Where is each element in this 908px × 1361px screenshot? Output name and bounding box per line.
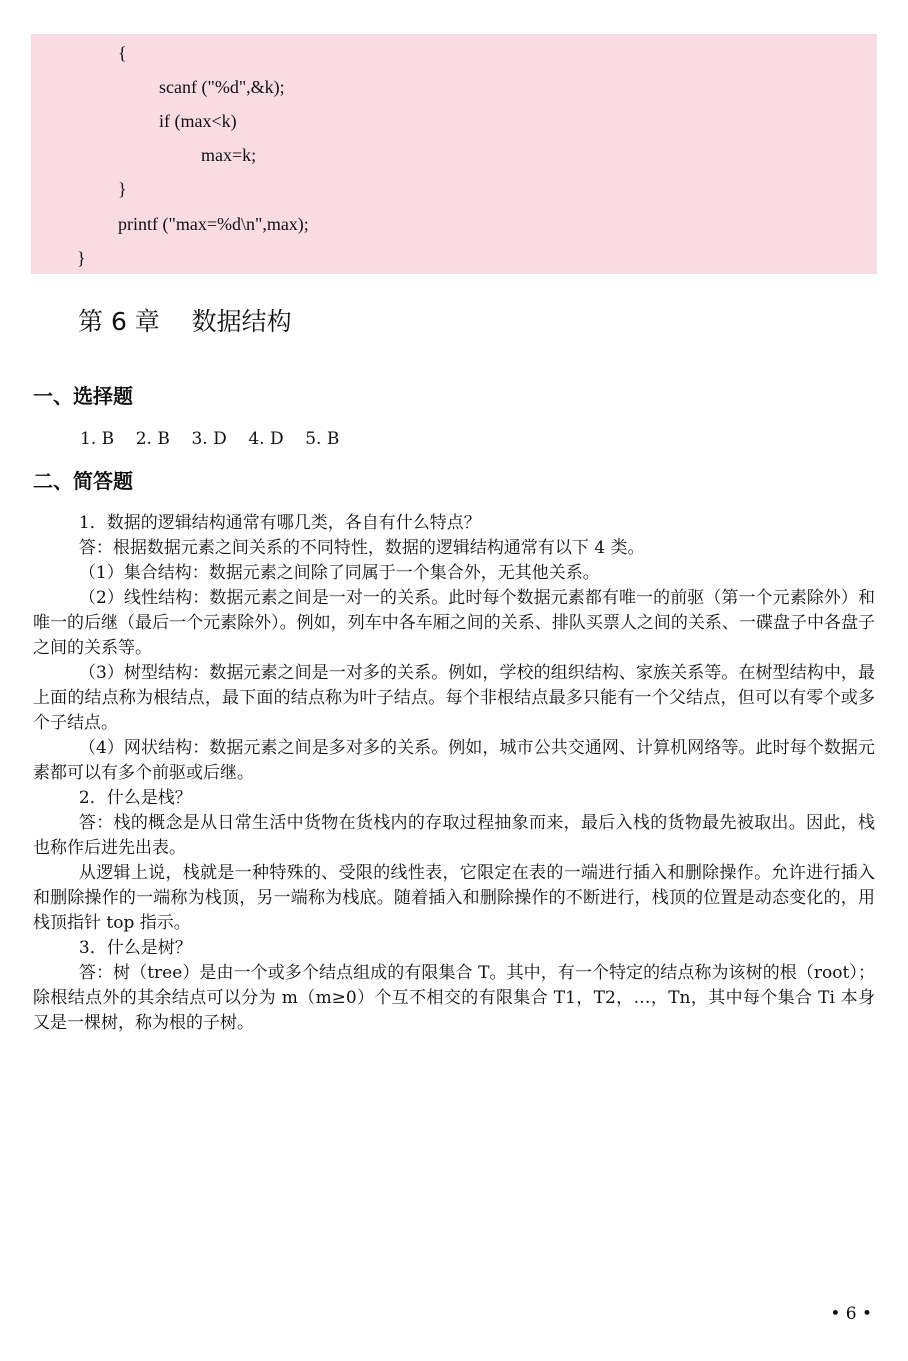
section-heading-choice: 一、选择题 — [33, 384, 133, 408]
code-line: scanf ("%d",&k); — [159, 77, 285, 97]
code-block — [31, 34, 877, 274]
code-line: } — [118, 179, 127, 199]
page-number: • 6 • — [830, 1304, 872, 1324]
question-3: 3．什么是树？ — [78, 938, 192, 958]
code-line: { — [118, 43, 127, 63]
answer-paragraph: （3）树型结构：数据元素之间是一对多的关系。例如，学校的组织结构、家族关系等。在树型结构中，最上面的结点称为根结点，最下面的结点称为叶子结点。每个非根结点最多只能有一个父结点，但可以有零个或多个子结点。 — [33, 663, 875, 733]
code-line: if (max<k) — [159, 111, 237, 131]
section-heading-short-answer: 二、简答题 — [33, 469, 133, 493]
choice-answers: 1. B 2. B 3. D 4. D 5. B — [80, 429, 340, 449]
question-1: 1．数据的逻辑结构通常有哪几类，各自有什么特点？ — [78, 513, 481, 533]
answer-paragraph: 答：栈的概念是从日常生活中货物在货栈内的存取过程抽象而来，最后入栈的货物最先被取出。因此，栈也称作后进先出表。 — [33, 813, 875, 858]
code-line: max=k; — [201, 145, 257, 165]
code-line: } — [77, 248, 86, 268]
answer-paragraph: （2）线性结构：数据元素之间是一对一的关系。此时每个数据元素都有唯一的前驱（第一个元素除外）和唯一的后继（最后一个元素除外）。例如，列车中各车厢之间的关系、排队买票人之间的关系、一碟盘子中各盘子之间的关系等。 — [33, 588, 875, 658]
answer-paragraph: 答：树（tree）是由一个或多个结点组成的有限集合 T。其中，有一个特定的结点称为该树的根（root）；除根结点外的其余结点可以分为 m（m≥0）个互不相交的有限集合 T1，T2，…，Tn，其中每个集合 Ti 本身又是一棵树，称为根的子树。 — [33, 963, 875, 1033]
answer-paragraph: 答：根据数据元素之间关系的不同特性，数据的逻辑结构通常有以下 4 类。 — [78, 538, 645, 558]
question-2: 2．什么是栈？ — [78, 788, 192, 808]
short-answer-body — [33, 511, 875, 1036]
code-line: printf ("max=%d\n",max); — [118, 214, 309, 234]
answer-paragraph: （4）网状结构：数据元素之间是多对多的关系。例如，城市公共交通网、计算机网络等。此时每个数据元素都可以有多个前驱或后继。 — [33, 738, 875, 783]
answer-paragraph: 从逻辑上说，栈就是一种特殊的、受限的线性表，它限定在表的一端进行插入和删除操作。允许进行插入和删除操作的一端称为栈顶，另一端称为栈底。随着插入和删除操作的不断进行，栈顶的位置是动态变化的，用栈顶指针 top 指示。 — [33, 863, 875, 933]
chapter-title: 第 6 章 数据结构 — [78, 307, 292, 336]
answer-paragraph: （1）集合结构：数据元素之间除了同属于一个集合外，无其他关系。 — [78, 563, 600, 583]
